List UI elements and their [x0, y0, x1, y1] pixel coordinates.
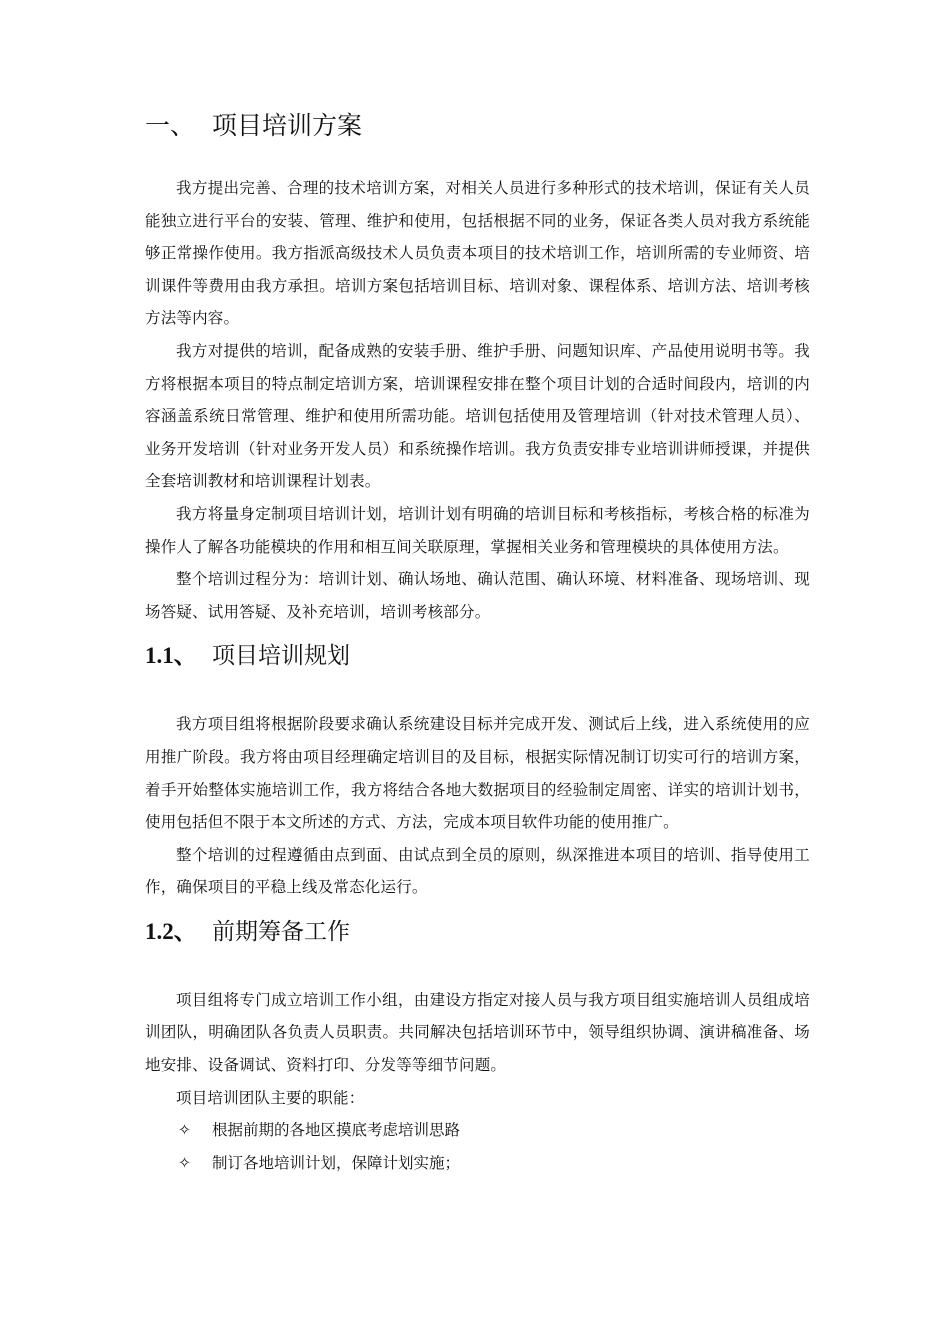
section-1-1-number: 1.1、: [145, 643, 197, 669]
section-1-paragraph: 我方对提供的培训，配备成熟的安装手册、维护手册、问题知识库、产品使用说明书等。我方将根据本项目的特点制定培训方案，培训课程安排在整个项目计划的合适时间段内，培训的内容涵盖系统日常管理、维护和使用所需功能。培训包括使用及管理培训（针对技术管理人员）、业务开发培训（针对业务开发人员）和系统操作培训。我方负责安排专业培训讲师授课，并提供全套培训教材和培训课程计划表。: [145, 341, 810, 491]
diamond-star-icon: ✧: [178, 1121, 191, 1140]
section-1-paragraph: 我方提出完善、合理的技术培训方案，对相关人员进行多种形式的技术培训，保证有关人员能独立进行平台的安装、管理、维护和使用，包括根据不同的业务，保证各类人员对我方系统能够正常操作使用。我方指派高级技术人员负责本项目的技术培训工作，培训所需的专业师资、培训课件等费用由我方承担。培训方案包括培训目标、培训对象、课程体系、培训方法、培训考核方法等内容。: [145, 179, 810, 328]
duty-list: [145, 1114, 810, 1179]
list-item-text: 根据前期的各地区摸底考虑培训思路: [212, 1121, 461, 1140]
section-1-1-paragraph: 整个培训的过程遵循由点到面、由试点到全员的原则，纵深推进本项目的培训、指导使用工作，确保项目的平稳上线及常态化运行。: [145, 845, 810, 897]
section-1-2-heading: [145, 904, 810, 960]
section-1-paragraph: 整个培训过程分为：培训计划、确认场地、确认范围、确认环境、材料准备、现场培训、现场答疑、试用答疑、及补充培训，培训考核部分。: [145, 570, 810, 621]
document-body: [145, 100, 810, 1179]
list-item: [145, 1114, 810, 1147]
section-1-1-paragraph: 我方项目组将根据阶段要求确认系统建设目标并完成开发、测试后上线，进入系统使用的应用推广阶段。我方将由项目经理确定培训目的及目标，根据实际情况制订切实可行的培训方案，着手开始整体实施培训工作，我方将结合各地大数据项目的经验制定周密、详实的培训计划书，使用包括但不限于本文所述的方式、方法，完成本项目软件功能的使用推广。: [145, 715, 810, 832]
section-1-1-title: 项目培训规划: [212, 643, 350, 670]
section-1-2-title: 前期筹备工作: [212, 918, 350, 945]
section-1-2-number: 1.2、: [145, 918, 197, 944]
section-1-2-paragraph: 项目组将专门成立培训工作小组，由建设方指定对接人员与我方项目组实施培训人员组成培训团队，明确团队各负责人员职责。共同解决包括培训环节中，领导组织协调、演讲稿准备、场地安排、设备调试、资料打印、分发等等细节问题。: [145, 990, 810, 1075]
section-1-title: 项目培训方案: [212, 111, 363, 140]
section-1-1-heading: [145, 628, 810, 684]
section-1-paragraph: 我方将量身定制项目培训计划，培训计划有明确的培训目标和考核指标，考核合格的标准为操作人了解各功能模块的作用和相互间关联原理，掌握相关业务和管理模块的具体使用方法。: [145, 504, 810, 556]
section-1-2-paragraph: 项目培训团队主要的职能：: [176, 1088, 365, 1107]
diamond-star-icon: ✧: [178, 1153, 191, 1172]
section-1-number: 一、: [145, 111, 196, 140]
list-item-text: 制订各地培训计划，保障计划实施；: [212, 1153, 461, 1172]
list-item: [145, 1147, 810, 1180]
section-1-heading: [145, 100, 810, 152]
